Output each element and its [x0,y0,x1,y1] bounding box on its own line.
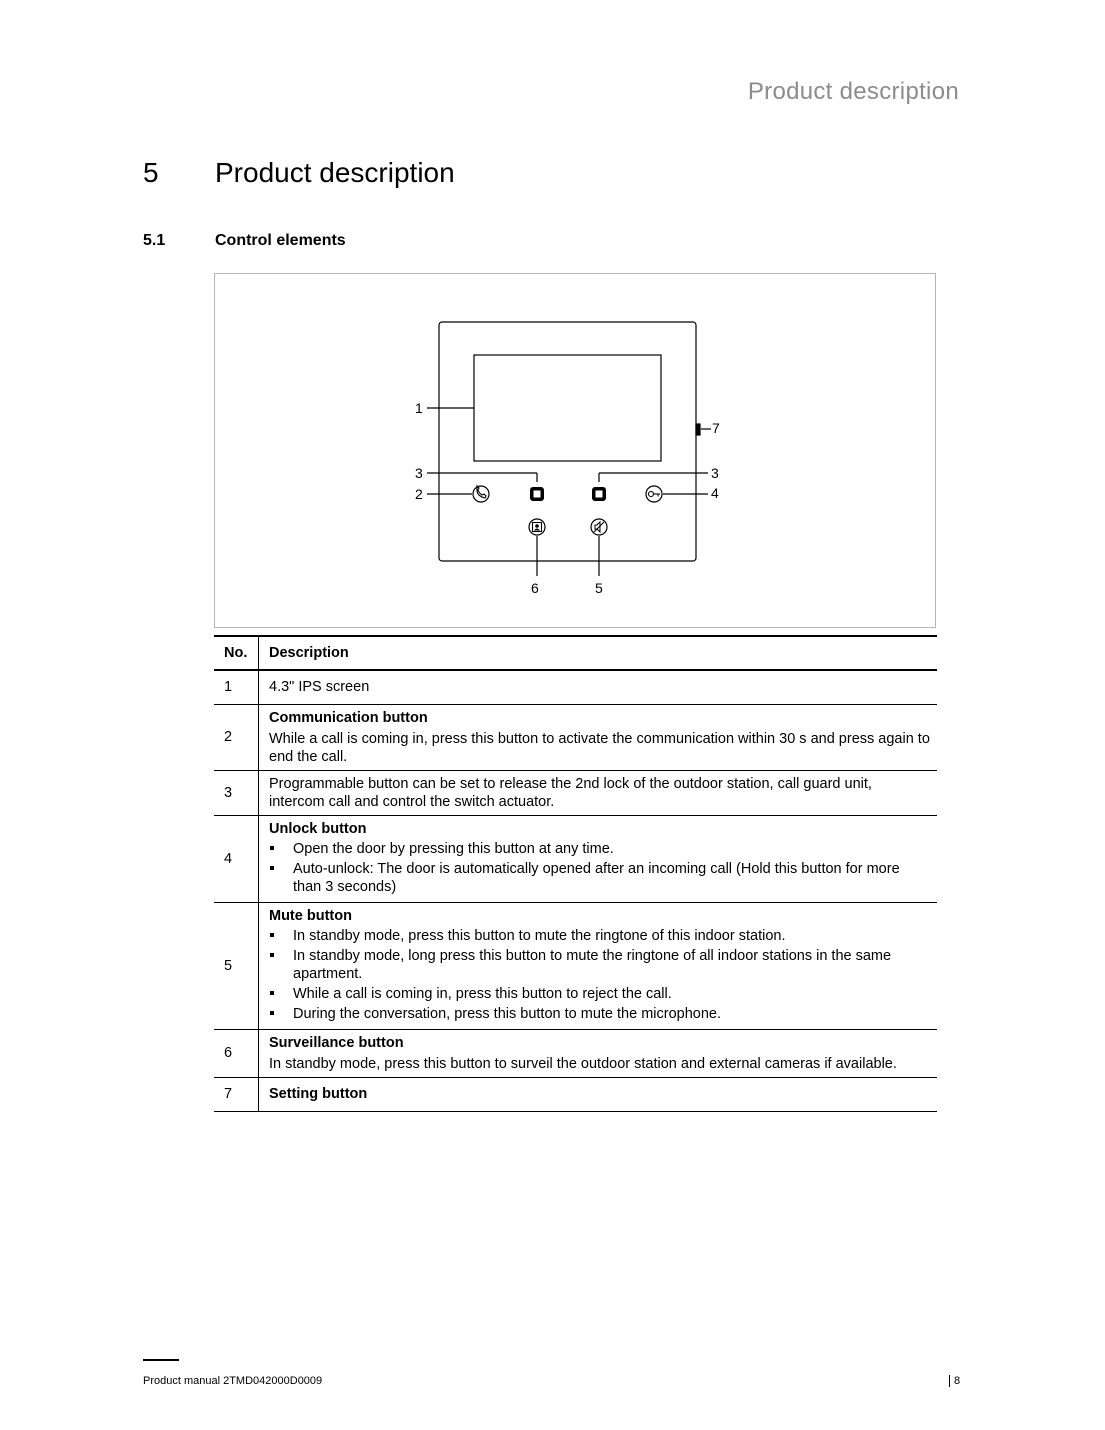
page-number: 8 [949,1375,960,1387]
row-number: 3 [214,770,259,815]
list-item: In standby mode, long press this button to mute the ringtone of all indoor stations in the same apartment. [269,947,931,983]
section-number: 5.1 [143,232,166,249]
callout-5: 5 [595,580,603,596]
header-description: Description [269,645,349,661]
table-row [214,1077,937,1111]
setting-button-shape [696,424,700,435]
table-row [214,670,937,704]
row-number: 7 [214,1077,259,1111]
table-row [214,1029,937,1077]
row-number: 5 [214,902,259,1029]
row-title: Unlock button [269,820,367,837]
header-no: No. [214,636,259,670]
row-number: 1 [214,670,259,704]
row-title: Mute button [269,907,352,924]
table-header-row [214,636,937,670]
surveillance-icon [529,519,545,535]
row-number: 2 [214,704,259,770]
device-screen [474,355,661,461]
callout-1: 1 [415,400,423,416]
section-title: Control elements [215,232,346,249]
footer-document: Product manual 2TMD042000D0009 [143,1375,323,1387]
table-row [214,815,937,902]
table-row [214,770,937,815]
footer-rule [143,1359,179,1361]
bullet-list [269,840,931,896]
device-drawing [215,274,937,629]
row-text: While a call is coming in, press this button to activate the communication within 30 s and press again to end the call. [269,730,930,765]
callout-4: 4 [711,485,719,501]
programmable-button-left-icon [530,487,544,501]
table-row [214,902,937,1029]
control-elements-table [214,635,937,1112]
callout-6: 6 [531,580,539,596]
row-number: 4 [214,815,259,902]
row-title: Communication button [269,709,428,726]
list-item: In standby mode, press this button to mute the ringtone of this indoor station. [269,927,931,945]
callout-7: 7 [712,420,720,436]
callout-2: 2 [415,486,423,502]
row-description: 4.3" IPS screen [269,679,370,696]
list-item: While a call is coming in, press this button to reject the call. [269,985,931,1003]
phone-icon [473,486,489,502]
running-header: Product description [747,78,959,105]
list-item: Auto-unlock: The door is automatically opened after an incoming call (Hold this button for more than 3 seconds) [269,860,931,896]
row-description [259,815,938,902]
row-number: 6 [214,1029,259,1077]
device-housing [439,322,696,561]
row-description [259,902,938,1029]
programmable-button-right-icon [592,487,606,501]
callout-3-left: 3 [415,465,423,481]
row-title: Surveillance button [269,1034,404,1051]
list-item: During the conversation, press this button to mute the microphone. [269,1005,931,1023]
device-figure [214,273,936,628]
row-text: In standby mode, press this button to surveil the outdoor station and external cameras if available. [269,1055,897,1072]
mute-icon [591,519,607,535]
table-row [214,704,937,770]
row-description [259,704,938,770]
callout-3-right: 3 [711,465,719,481]
key-icon [646,486,662,502]
row-description [259,1029,938,1077]
list-item: Open the door by pressing this button at any time. [269,840,931,858]
chapter-title: Product description [215,157,455,188]
bullet-list [269,927,931,1023]
row-description: Programmable button can be set to release the 2nd lock of the outdoor station, call guard unit, intercom call and control the switch actuator. [269,775,872,810]
chapter-number: 5 [143,157,159,188]
row-title: Setting button [269,1086,368,1102]
row-description [259,1077,938,1111]
